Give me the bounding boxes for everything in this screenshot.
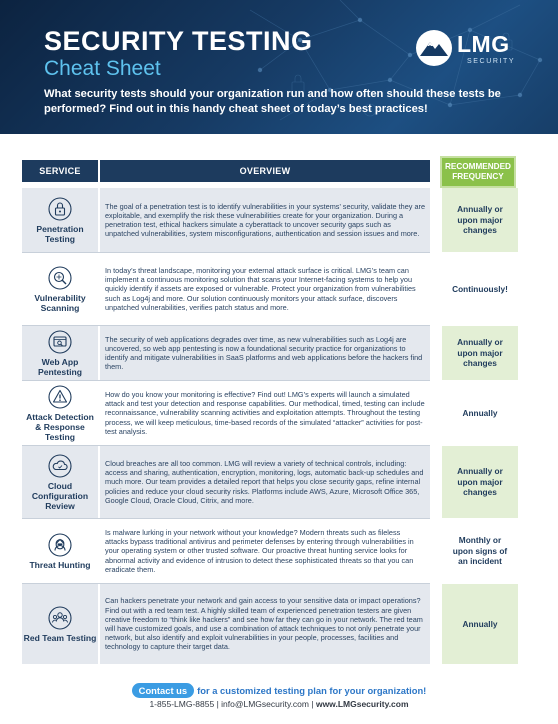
frequency-cell: Annually or upon major changes — [442, 326, 518, 380]
frequency-cell: Monthly or upon signs of an incident — [442, 519, 518, 583]
service-cell — [22, 381, 98, 445]
service-cell — [22, 584, 98, 664]
contact-us-button[interactable]: Contact us — [132, 683, 194, 698]
table-row — [22, 519, 518, 583]
service-cell — [22, 253, 98, 325]
overview-text: The security of web applications degrades over time, as new vulnerabilities such as Log4j are uncovered, so web app pentesting is now a foundational security practice for organizations to identify and mitigate vulnerabilities in SaaS platforms and web applications before the hackers find them. — [105, 334, 423, 372]
service-name: Web App Pentesting — [38, 356, 82, 377]
overview-cell — [100, 253, 430, 325]
table-row — [22, 188, 518, 252]
column-header-service: SERVICE — [22, 160, 98, 182]
table-row — [22, 326, 518, 380]
lmg-mountain-icon — [414, 28, 454, 68]
service-name: Red Team Testing — [23, 632, 97, 643]
web-search-icon — [48, 330, 72, 354]
overview-text: Can hackers penetrate your network and gain access to your sensitive data or impact operations? Find out with a red team test. A highly skilled team of experienced penetration testers are given creative freedom to “think like hackers” and see how far they can go in your network. The red team will have customized goals, and use a combination of attack techniques to not only penetrate your network, but also identify and exploit vulnerabilities in your people, processes, facilities and technology to capture their target data. — [105, 596, 423, 652]
overview-cell — [100, 446, 430, 518]
overview-text: Is malware lurking in your network without your knowledge? Modern threats such as fileless attacks bypass traditional antivirus and perimeter defenses by entering through vulnerabilities in your operating system or other trusted software. Our proactive threat hunting service looks for abnormal activity and evidence of intrusion to detect these sophisticated threats so that you can eradicate them. — [105, 527, 414, 574]
service-name: Cloud Configuration Review — [31, 480, 89, 511]
footer-contact-info — [0, 699, 558, 709]
overview-text: The goal of a penetration test is to identify vulnerabilities in your systems’ security, validate they are exploitable, and exemplify the risk these vulnerabilities create for your organization. During a penetration test, ethical hackers simulate a cyberattack to uncover security gaps such as unpatched vulnerabilities, system misconfigurations, authentication and session issues and more. — [105, 201, 426, 239]
logo-name: LMG — [457, 31, 510, 57]
email-link[interactable]: info@LMGsecurity.com — [221, 699, 309, 709]
service-cell — [22, 446, 98, 518]
website-link[interactable]: www.LMGsecurity.com — [315, 699, 409, 709]
overview-text: Cloud breaches are all too common. LMG will review a variety of technical controls, including: access and sharing, authentication, encryption, monitoring, logs, automatic back-up schedules and much more. Our team provides a detailed report that helps you close security gaps, refine internal policies and reduce your cloud security risks. Platforms include AWS, Azure, Microsoft Office 365, Google Cloud, Oracle Cloud, Citrix, and more. — [105, 458, 424, 505]
lock-icon — [48, 197, 72, 221]
frequency-cell: Annually — [442, 584, 518, 664]
lmg-logo — [414, 28, 524, 72]
frequency-cell: Annually — [442, 381, 518, 445]
overview-cell — [100, 381, 430, 445]
footer-separator: | — [216, 699, 219, 709]
table-row — [22, 381, 518, 445]
overview-cell — [100, 519, 430, 583]
footer-separator: | — [311, 699, 314, 709]
alert-icon — [48, 385, 72, 409]
service-name: Threat Hunting — [29, 559, 91, 570]
overview-text: How do you know your monitoring is effective? Find out! LMG’s experts will launch a simulated attack and test your detection and response capabilities. Our methodical, timed, testing can include reconnaissance, vulnerability scanning activities and exploitation attempts. Throughout the testing process, we will keep meticulous, time-based records of the simulated “attacker” activities for post-test analysis. — [105, 389, 425, 436]
cloud-icon — [48, 454, 72, 478]
frequency-cell: Annually or upon major changes — [442, 446, 518, 518]
team-icon — [48, 606, 72, 630]
service-name: Vulnerability Scanning — [34, 292, 86, 313]
service-cell — [22, 188, 98, 252]
service-name: Attack Detection & Response Testing — [26, 411, 94, 442]
logo-tagline: SECURITY — [467, 58, 516, 65]
service-cell — [22, 326, 98, 380]
service-cell — [22, 519, 98, 583]
intro-text: What security tests should your organization run and how often should these tests be performed? Find out in this handy cheat sheet of today’s best practices! — [44, 88, 501, 115]
hacker-icon — [48, 533, 72, 557]
table-row — [22, 446, 518, 518]
footer-cta — [0, 683, 558, 698]
frequency-cell: Continuously! — [442, 253, 518, 325]
table-row — [22, 253, 518, 325]
page-title: SECURITY TESTING — [44, 26, 313, 56]
column-header-frequency: RECOMMENDED FREQUENCY — [440, 156, 516, 188]
contact-cta-text: for a customized testing plan for your organization! — [197, 685, 427, 696]
frequency-cell: Annually or upon major changes — [442, 188, 518, 252]
overview-text: In today’s threat landscape, monitoring your external attack surface is critical. LMG’s team can implement a continuous monitoring solution that scans your Internet-facing systems to help you quickly identify if assets are exposed or vulnerable. Protect your organization from vulnerabilities such as Log4j and more. Our solution continuously monitors your attack surface, discovers unpatched vulnerabilities, verifies patch status and more. — [105, 265, 416, 312]
overview-cell — [100, 188, 430, 252]
table-row — [22, 584, 518, 664]
overview-cell — [100, 326, 430, 380]
scan-icon — [48, 266, 72, 290]
column-header-overview: OVERVIEW — [100, 160, 430, 182]
header-banner — [0, 0, 558, 134]
page-subtitle: Cheat Sheet — [44, 57, 161, 80]
phone-number: 1-855-LMG-8855 — [149, 699, 215, 709]
overview-cell — [100, 584, 430, 664]
service-name: Penetration Testing — [36, 223, 84, 244]
